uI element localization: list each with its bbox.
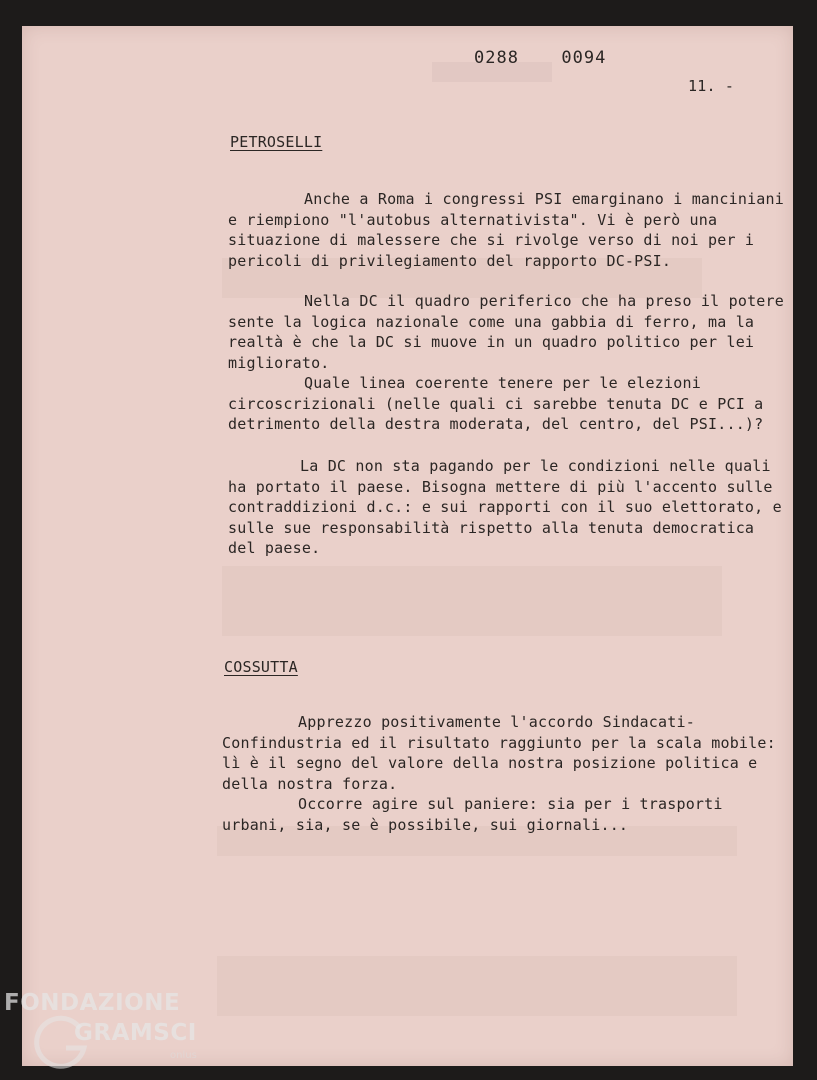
paragraph — [228, 373, 788, 435]
bleed-through-shadow — [222, 566, 722, 636]
paragraph-text: Anche a Roma i congressi PSI emarginano i manciniani e riempiono "l'autobus alternativista". Vi è però una situazione di malessere che si rivolge verso di noi per i pericoli di privilegiamento del rapporto DC-PSI. — [228, 190, 784, 270]
paragraph — [222, 794, 792, 835]
paragraph — [228, 456, 788, 559]
logo-text-line1: FONDAZIONE — [4, 990, 181, 1016]
paragraph-text: Nella DC il quadro periferico che ha preso il potere sente la logica nazionale come una gabbia di ferro, ma la realtà è che la DC si muove in un quadro politico per lei migliorato. — [228, 292, 784, 372]
paragraph-text: La DC non sta pagando per le condizioni nelle quali ha portato il paese. Bisogna mettere di più l'accento sulle contraddizioni d.c.: e sui rapporti con il suo elettorato, e sulle sue responsabilità rispetto alla tenuta democratica del paese. — [228, 457, 782, 557]
paragraph-text: Quale linea coerente tenere per le elezioni circoscrizionali (nelle quali ci sarebbe tenuta DC e PCI a detrimento della destra moderata, del centro, del PSI...)? — [228, 374, 764, 433]
page-number: 11. - — [688, 77, 735, 95]
speaker-heading-petroselli: PETROSELLI — [230, 133, 323, 151]
logo-text-line2: GRAMSCI — [74, 1020, 197, 1046]
bleed-through-shadow — [217, 956, 737, 1016]
paragraph-text: Occorre agire sul paniere: sia per i trasporti urbani, sia, se è possibile, sui giornali... — [222, 795, 723, 834]
paragraph — [222, 712, 792, 794]
paragraph — [228, 291, 788, 373]
speaker-heading-cossutta: COSSUTTA — [224, 658, 298, 676]
archive-code: 0288 0094 — [474, 48, 607, 68]
logo-suffix: onlus — [170, 1050, 197, 1061]
fondazione-gramsci-logo — [4, 990, 204, 1070]
paragraph-text: Apprezzo positivamente l'accordo Sindacati-Confindustria ed il risultato raggiunto per la scala mobile: lì è il segno del valore della nostra posizione politica e della nostra forza. — [222, 713, 776, 793]
paragraph — [228, 189, 788, 271]
